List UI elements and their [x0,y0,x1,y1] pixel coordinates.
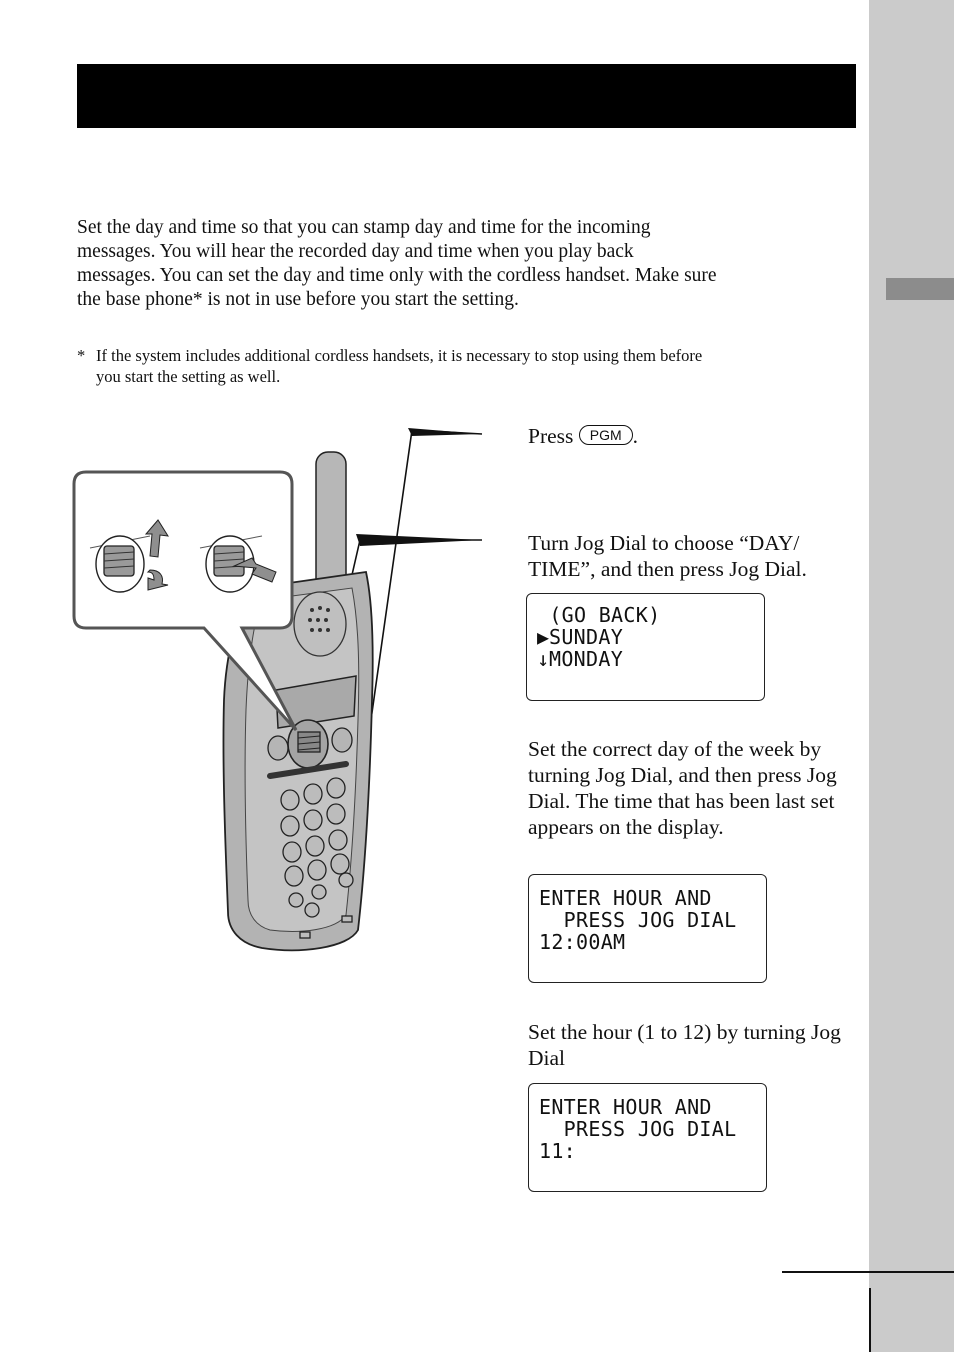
scroll-down-marker: ↓ [537,647,550,671]
footnote-text: If the system includes additional cordless handsets, it is necessary to stop using them before you start the setting as well. [96,346,703,386]
display-hour-new-line-1: ENTER HOUR AND [539,1095,712,1119]
display-hour-current [528,874,767,983]
step-4: Set the hour (1 to 12) by turning Jog Dial [528,1020,841,1070]
step-1 [528,423,638,449]
footnote-mark: * [77,346,86,365]
display-hour-new-line-3: 11: [539,1139,577,1163]
display-hour-new-line-2: PRESS JOG DIAL [539,1117,737,1141]
day-option-current: SUNDAY [549,625,624,649]
display-hour-current-line-2: PRESS JOG DIAL [539,908,737,932]
display-hour-new [528,1083,767,1192]
step-1-suffix: . [632,424,639,448]
continued-rule [782,1271,954,1273]
step-1-prefix: Press [528,424,574,448]
step-2: Turn Jog Dial to choose “DAY/ TIME”, and then press Jog Dial. [528,531,807,581]
page-edge-rule [869,1288,871,1352]
display-day-menu-line-3 [537,648,764,670]
display-day-menu [526,593,765,701]
pgm-key: PGM [579,425,633,445]
display-hour-current-line-3: 12:00AM [539,930,626,954]
antenna [316,452,346,592]
step-3: Set the correct day of the week by turning Jog Dial, and then press Jog Dial. The time that has been last set appears on the display. [528,737,837,839]
cursor-marker: ▶ [537,625,550,649]
display-day-menu-line-2 [537,626,764,648]
intro-paragraph: Set the day and time so that you can stamp day and time for the incoming messages. You will hear the recorded day and time when you play back messages. You can set the day and time only with the cordless handset. Make sure the base phone* is not in use before you start the setting. [77,217,717,310]
display-hour-current-line-1: ENTER HOUR AND [539,886,712,910]
day-option-next: MONDAY [549,647,624,671]
display-day-menu-line-1: (GO BACK) [537,603,661,627]
jog-dial-inset [74,472,296,730]
